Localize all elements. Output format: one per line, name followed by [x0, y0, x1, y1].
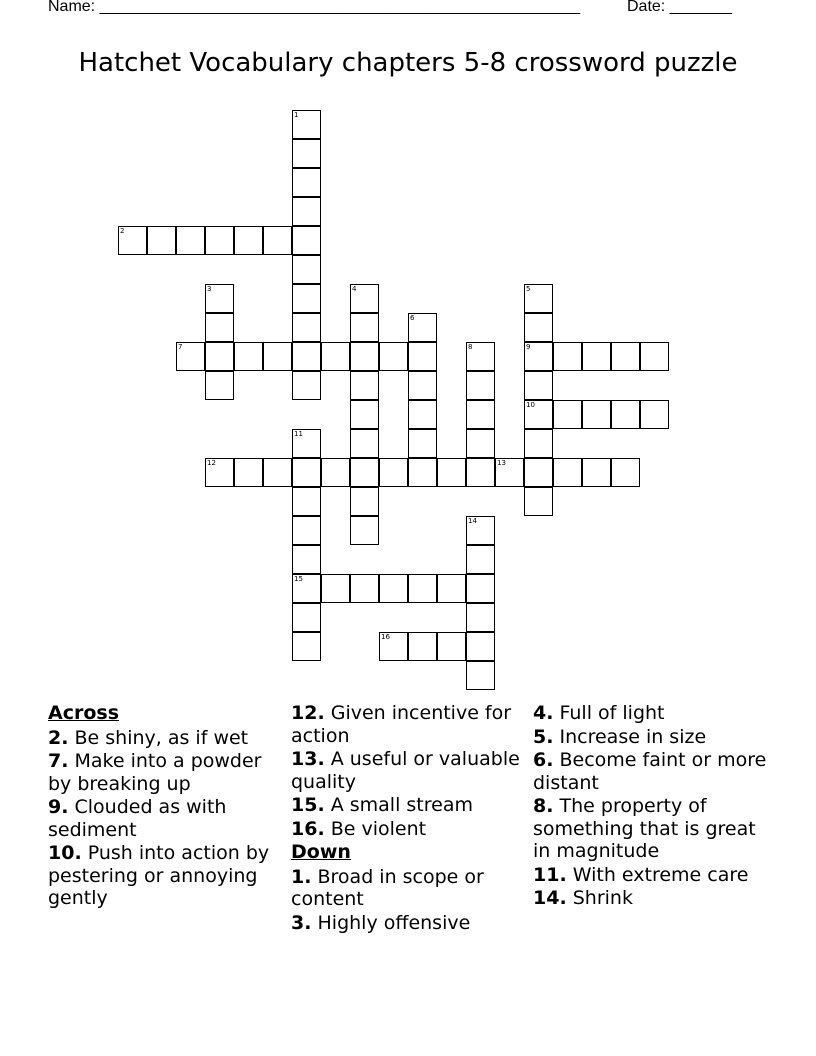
- grid-cell[interactable]: [292, 371, 321, 400]
- grid-cell[interactable]: [292, 197, 321, 226]
- grid-cell[interactable]: [466, 342, 495, 371]
- date-field-label: Date: _______: [627, 0, 732, 15]
- grid-cell[interactable]: [495, 458, 524, 487]
- grid-cell[interactable]: [350, 516, 379, 545]
- grid-cell[interactable]: [205, 284, 234, 313]
- grid-cell[interactable]: [553, 400, 582, 429]
- clue-number: 3: [207, 285, 212, 293]
- grid-cell[interactable]: [292, 487, 321, 516]
- grid-cell[interactable]: [408, 574, 437, 603]
- grid-cell[interactable]: [234, 342, 263, 371]
- grid-cell[interactable]: [524, 458, 553, 487]
- grid-cell[interactable]: [466, 603, 495, 632]
- grid-cell[interactable]: [437, 574, 466, 603]
- grid-cell[interactable]: [350, 429, 379, 458]
- clue-down-3: 3. Highly offensive: [291, 911, 471, 934]
- clues-column-3: [533, 702, 769, 911]
- grid-cell[interactable]: [205, 371, 234, 400]
- grid-cell[interactable]: [408, 458, 437, 487]
- grid-cell[interactable]: [437, 458, 466, 487]
- grid-cell[interactable]: [408, 313, 437, 342]
- clue-number: 1: [294, 111, 299, 119]
- grid-cell[interactable]: [321, 458, 350, 487]
- grid-cell[interactable]: [292, 284, 321, 313]
- grid-cell[interactable]: [234, 226, 263, 255]
- clue-number: 13: [497, 459, 506, 467]
- grid-cell[interactable]: [321, 342, 350, 371]
- grid-cell[interactable]: [292, 603, 321, 632]
- clue-down-8: 8. The property of something that is great in magnitude: [533, 795, 756, 862]
- grid-cell[interactable]: [466, 632, 495, 661]
- across-heading: Across: [48, 702, 120, 724]
- grid-cell[interactable]: [350, 574, 379, 603]
- grid-cell[interactable]: [582, 458, 611, 487]
- grid-cell[interactable]: [640, 400, 669, 429]
- grid-cell[interactable]: [350, 284, 379, 313]
- grid-cell[interactable]: [408, 371, 437, 400]
- grid-cell[interactable]: [466, 661, 495, 690]
- clue-number: 8: [468, 343, 473, 351]
- grid-cell[interactable]: [640, 342, 669, 371]
- grid-cell[interactable]: [466, 371, 495, 400]
- grid-cell[interactable]: [611, 342, 640, 371]
- grid-cell[interactable]: [205, 342, 234, 371]
- clue-number: 11: [294, 430, 303, 438]
- grid-cell[interactable]: [350, 313, 379, 342]
- grid-cell[interactable]: [408, 429, 437, 458]
- grid-cell[interactable]: [466, 574, 495, 603]
- clue-number: 16: [381, 633, 390, 641]
- grid-cell[interactable]: [263, 458, 292, 487]
- grid-cell[interactable]: [379, 458, 408, 487]
- grid-cell[interactable]: [292, 342, 321, 371]
- grid-cell[interactable]: [524, 371, 553, 400]
- grid-cell[interactable]: [292, 226, 321, 255]
- clue-number: 7: [178, 343, 183, 351]
- clue-number: 10: [526, 401, 535, 409]
- clue-down-5: 5. Increase in size: [533, 725, 707, 748]
- clue-number: 9: [526, 343, 531, 351]
- clue-number: 4: [352, 285, 357, 293]
- grid-cell[interactable]: [350, 342, 379, 371]
- grid-cell[interactable]: [524, 487, 553, 516]
- name-field-label: Name: ______________________________________________________: [48, 0, 581, 15]
- clue-down-4: 4. Full of light: [533, 702, 665, 724]
- grid-cell[interactable]: [292, 168, 321, 197]
- grid-cell[interactable]: [292, 139, 321, 168]
- grid-cell[interactable]: [234, 458, 263, 487]
- clue-number: 5: [526, 285, 531, 293]
- grid-cell[interactable]: [582, 400, 611, 429]
- grid-cell[interactable]: [408, 632, 437, 661]
- clue-across-15: 15. A small stream: [291, 794, 473, 816]
- grid-cell[interactable]: [350, 371, 379, 400]
- grid-cell[interactable]: [292, 574, 321, 603]
- clues-column-1: [48, 702, 284, 911]
- grid-cell[interactable]: [118, 226, 147, 255]
- grid-cell[interactable]: [292, 458, 321, 487]
- grid-cell[interactable]: [176, 342, 205, 371]
- grid-cell[interactable]: [408, 400, 437, 429]
- grid-cell[interactable]: [147, 226, 176, 255]
- grid-cell[interactable]: [408, 342, 437, 371]
- clue-number: 12: [207, 459, 216, 467]
- clue-across-13: 13. A useful or valuable quality: [291, 748, 520, 793]
- grid-cell[interactable]: [582, 342, 611, 371]
- grid-cell[interactable]: [553, 458, 582, 487]
- grid-cell[interactable]: [350, 458, 379, 487]
- grid-cell[interactable]: [292, 545, 321, 574]
- grid-cell[interactable]: [292, 429, 321, 458]
- clue-across-9: 9. Clouded as with sediment: [48, 796, 227, 841]
- grid-cell[interactable]: [524, 313, 553, 342]
- grid-cell[interactable]: [437, 632, 466, 661]
- clue-down-1: 1. Broad in scope or content: [291, 865, 484, 910]
- grid-cell[interactable]: [292, 110, 321, 139]
- clue-down-11: 11. With extreme care: [533, 863, 749, 886]
- grid-cell[interactable]: [205, 226, 234, 255]
- grid-cell[interactable]: [350, 487, 379, 516]
- clue-number: 14: [468, 517, 477, 525]
- down-heading: Down: [291, 841, 351, 863]
- grid-cell[interactable]: [466, 400, 495, 429]
- grid-cell[interactable]: [524, 400, 553, 429]
- grid-cell[interactable]: [321, 574, 350, 603]
- clue-number: 6: [410, 314, 415, 322]
- clue-across-16: 16. Be violent: [291, 817, 427, 840]
- grid-cell[interactable]: [466, 545, 495, 574]
- grid-cell[interactable]: [263, 342, 292, 371]
- grid-cell[interactable]: [292, 255, 321, 284]
- clue-number: 2: [120, 227, 125, 235]
- clue-down-14: 14. Shrink: [533, 887, 633, 909]
- grid-cell[interactable]: [350, 400, 379, 429]
- clue-across-2: 2. Be shiny, as if wet: [48, 726, 249, 749]
- clue-across-7: 7. Make into a powder by breaking up: [48, 750, 262, 795]
- grid-cell[interactable]: [466, 458, 495, 487]
- grid-cell[interactable]: [524, 429, 553, 458]
- grid-cell[interactable]: [263, 226, 292, 255]
- grid-cell[interactable]: [466, 516, 495, 545]
- clue-across-12: 12. Given incentive for action: [291, 702, 512, 747]
- grid-cell[interactable]: [292, 516, 321, 545]
- grid-cell[interactable]: [292, 632, 321, 661]
- grid-cell[interactable]: [379, 574, 408, 603]
- clue-down-6: 6. Become faint or more distant: [533, 749, 767, 794]
- grid-cell[interactable]: [379, 342, 408, 371]
- clue-number: 15: [294, 575, 303, 583]
- grid-cell[interactable]: [205, 458, 234, 487]
- grid-cell[interactable]: [524, 284, 553, 313]
- grid-cell[interactable]: [292, 313, 321, 342]
- grid-cell[interactable]: [176, 226, 205, 255]
- page-title: Hatchet Vocabulary chapters 5-8 crossword puzzle: [78, 48, 738, 78]
- grid-cell[interactable]: [553, 342, 582, 371]
- grid-cell[interactable]: [611, 400, 640, 429]
- clues-column-2: [291, 702, 527, 935]
- grid-cell[interactable]: [205, 313, 234, 342]
- clue-across-10: 10. Push into action by pestering or annoying gently: [48, 842, 270, 909]
- grid-cell[interactable]: [524, 342, 553, 371]
- grid-cell[interactable]: [466, 429, 495, 458]
- grid-cell[interactable]: [379, 632, 408, 661]
- grid-cell[interactable]: [611, 458, 640, 487]
